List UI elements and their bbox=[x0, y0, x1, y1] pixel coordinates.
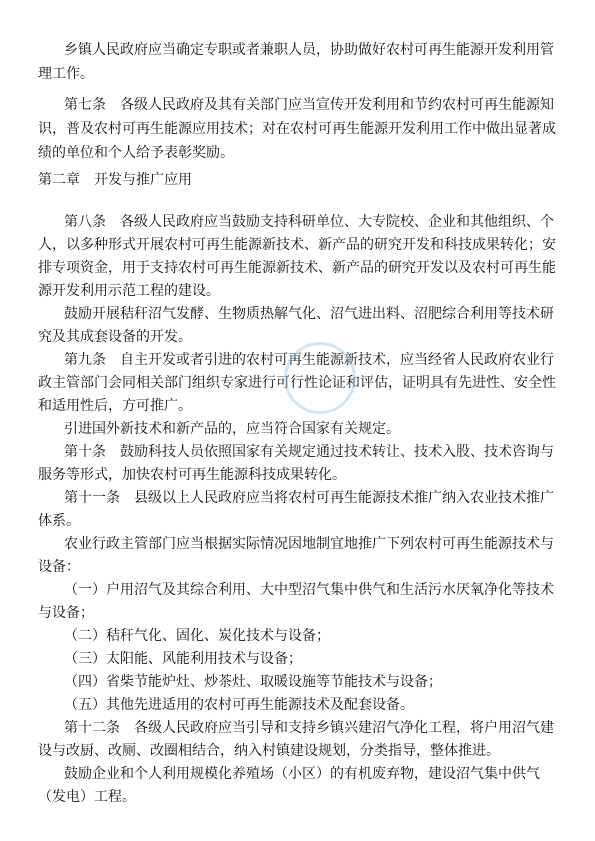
text-line: 服务等形式，加快农村可再生能源科技成果转化。 bbox=[38, 467, 346, 483]
text-line: 和适用性后，方可推广。 bbox=[38, 398, 192, 414]
text-line: 第九条 自主开发或者引进的农村可再生能源新技术，应当经省人民政府农业行 bbox=[64, 352, 554, 368]
text-line: 绩的单位和个人给予表彰奖励。 bbox=[38, 145, 234, 161]
list-item: （三）太阳能、风能利用技术与设备； bbox=[64, 651, 302, 667]
text-line: 乡镇人民政府应当确定专职或者兼职人员，协助做好农村可再生能源开发利用管 bbox=[64, 42, 554, 58]
list-item: （二）秸秆气化、固化、炭化技术与设备； bbox=[64, 628, 330, 644]
text-line: 第十条 鼓励科技人员依照国家有关规定通过技术转让、技术入股、技术咨询与 bbox=[64, 444, 554, 460]
text-line: 政主管部门会同相关部门组织专家进行可行性论证和评估，证明具有先进性、安全性 bbox=[38, 375, 556, 391]
text-line: 设备： bbox=[38, 559, 80, 575]
text-line: 究及其成套设备的开发。 bbox=[38, 329, 192, 345]
text-line: （发电）工程。 bbox=[38, 789, 136, 805]
list-item: （一）户用沼气及其综合利用、大中型沼气集中供气和生活污水厌氧净化等技术 bbox=[64, 582, 554, 598]
text-line: 引进国外新技术和新产品的，应当符合国家有关规定。 bbox=[64, 421, 400, 437]
text-line: 体系。 bbox=[38, 513, 80, 529]
text-line: 人，以多种形式开展农村可再生能源新技术、新产品的研究开发和科技成果转化；安 bbox=[38, 237, 556, 253]
list-item: （五）其他先进适用的农村可再生能源技术及配套设备。 bbox=[64, 697, 414, 713]
watermark-stamp bbox=[269, 327, 370, 428]
text-line: 农业行政主管部门应当根据实际情况因地制宜地推广下列农村可再生能源技术与 bbox=[64, 536, 554, 552]
text-line: 第十一条 县级以上人民政府应当将农村可再生能源技术推广纳入农业技术推广 bbox=[64, 490, 554, 506]
text-line: 第七条 各级人民政府及其有关部门应当宣传开发利用和节约农村可再生能源知 bbox=[64, 97, 554, 113]
text-line: 第十二条 各级人民政府应当引导和支持乡镇兴建沼气净化工程，将户用沼气建 bbox=[64, 720, 554, 736]
text-line: 设与改厨、改厕、改圈相结合，纳入村镇建设规划，分类指导，整体推进。 bbox=[38, 743, 500, 759]
text-line: 与设备； bbox=[38, 605, 94, 621]
text-line: 第八条 各级人民政府应当鼓励支持科研单位、大专院校、企业和其他组织、个 bbox=[64, 214, 554, 230]
text-line: 识，普及农村可再生能源应用技术；对在农村可再生能源开发利用工作中做出显著成 bbox=[38, 121, 556, 137]
text-line: 排专项资金，用于支持农村可再生能源新技术、新产品的研究开发以及农村可再生能 bbox=[38, 260, 556, 276]
text-line: 鼓励开展秸秆沼气发酵、生物质热解气化、沼气进出料、沼肥综合利用等技术研 bbox=[64, 306, 554, 322]
text-line: 源开发利用示范工程的建设。 bbox=[38, 283, 220, 299]
text-line: 鼓励企业和个人利用规模化养殖场（小区）的有机废弃物，建设沼气集中供气 bbox=[64, 766, 540, 782]
text-line: 理工作。 bbox=[38, 66, 94, 82]
list-item: （四）省柴节能炉灶、炒茶灶、取暖设施等节能技术与设备； bbox=[64, 674, 442, 690]
chapter-heading: 第二章 开发与推广应用 bbox=[38, 172, 192, 188]
